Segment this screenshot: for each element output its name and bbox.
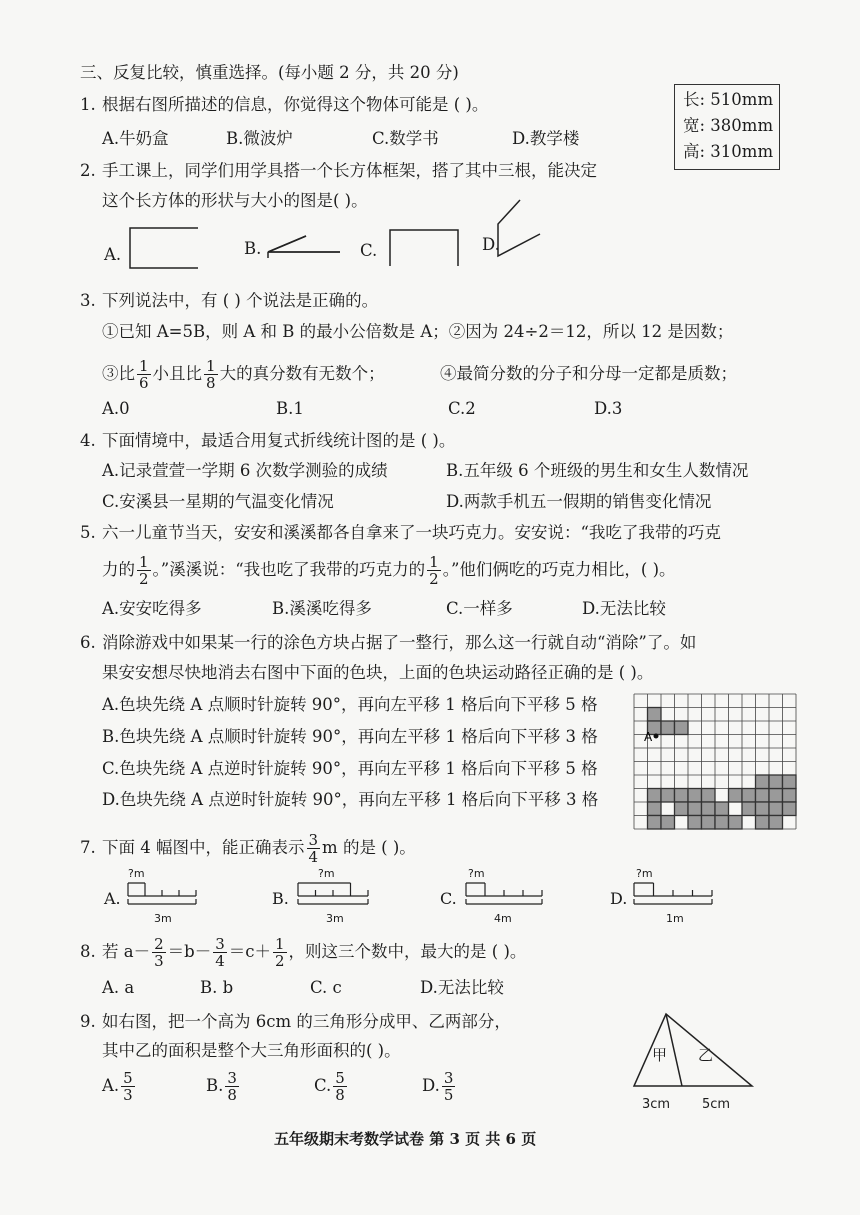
q2-text-2: 这个长方体的形状与大小的图是( )。 (102, 191, 368, 210)
q3-option-a[interactable]: A.0 (102, 399, 130, 418)
numerator: 2 (154, 934, 164, 953)
numerator: 1 (429, 552, 439, 571)
section-title: 三、反复比较，慎重选择。(每小题 2 分，共 20 分) (80, 63, 459, 82)
denominator: 2 (275, 951, 285, 970)
q5-part-a: 力的 (102, 560, 135, 579)
q6-option-b[interactable]: B.色块先绕 A 点顺时针旋转 90°，再向左平移 1 格后向下平移 3 格 (102, 727, 598, 746)
q5-part-c: 。”他们俩吃的巧克力相比，( )。 (442, 560, 676, 579)
numerator: 1 (206, 356, 216, 375)
numerator: 1 (139, 552, 149, 571)
q3-text: 下列说法中，有 ( ) 个说法是正确的。 (102, 291, 379, 310)
q3-option-c[interactable]: C.2 (448, 399, 476, 418)
q1-number: 1. (80, 95, 96, 114)
q3-s3-part-b: 小且比 (152, 364, 203, 383)
info-height: 高: 310mm (683, 142, 774, 161)
q4-number: 4. (80, 431, 96, 450)
option-label: A. (102, 1076, 120, 1095)
q6-option-d[interactable]: D.色块先绕 A 点逆时针旋转 90°，再向左平移 1 格后向下平移 3 格 (102, 790, 599, 809)
q6-option-a[interactable]: A.色块先绕 A 点顺时针旋转 90°，再向左平移 1 格后向下平移 5 格 (102, 695, 598, 714)
q3-option-b[interactable]: B.1 (276, 399, 304, 418)
q8-option-d[interactable]: D.无法比较 (420, 978, 504, 997)
option-label: C. (314, 1076, 332, 1095)
q6-text-2: 果安安想尽快地消去右图中下面的色块，上面的色块运动路径正确的是 ( )。 (102, 663, 654, 682)
denominator: 8 (206, 373, 216, 392)
q6-text-1: 消除游戏中如果某一行的涂色方块占据了一整行，那么这一行就自动“消除”了。如 (102, 633, 697, 652)
q7-diagram-d-label[interactable]: D. (610, 889, 628, 908)
option-label: B. (206, 1076, 224, 1095)
q3-s3-part-c: 大的真分数有无数个； (219, 364, 385, 383)
numerator: 3 (227, 1068, 237, 1087)
q8-number: 8. (80, 942, 96, 961)
q9-label-yi: 乙 (698, 1046, 714, 1064)
q8-option-b[interactable]: B. b (200, 978, 234, 997)
q7-c-top: ?m (468, 867, 485, 880)
q8-part-4: ，则这三个数中，最大的是 ( )。 (288, 942, 527, 961)
numerator: 3 (215, 934, 225, 953)
q7-a-top: ?m (128, 867, 145, 880)
q9-base-right: 5cm (702, 1097, 731, 1112)
denominator: 6 (139, 373, 149, 392)
denominator: 3 (154, 951, 164, 970)
numerator: 1 (139, 356, 149, 375)
info-width: 宽: 380mm (683, 116, 774, 135)
q7-diagram-b-label[interactable]: B. (272, 889, 289, 908)
q8-part-3: ＝c＋ (228, 942, 271, 961)
q7-b-top: ?m (318, 867, 335, 880)
denominator: 8 (335, 1085, 345, 1104)
denominator: 4 (215, 951, 225, 970)
q1-option-a[interactable]: A.牛奶盒 (102, 129, 169, 148)
q1-option-d[interactable]: D.教学楼 (512, 129, 580, 148)
q6-option-c[interactable]: C.色块先绕 A 点逆时针旋转 90°，再向左平移 1 格后向下平移 5 格 (102, 759, 598, 778)
q4-option-a[interactable]: A.记录萱萱一学期 6 次数学测验的成绩 (102, 461, 388, 480)
q1-option-b[interactable]: B.微波炉 (226, 129, 293, 148)
q7-b-bottom: 3m (326, 912, 344, 925)
q8-part-2: ＝b－ (167, 942, 212, 961)
q6-point-a-label: A (644, 730, 653, 744)
q7-d-top: ?m (636, 867, 653, 880)
q9-number: 9. (80, 1012, 96, 1031)
q1-option-c[interactable]: C.数学书 (372, 129, 439, 148)
q2-option-d-label[interactable]: D. (482, 235, 500, 254)
q9-base-left: 3cm (642, 1097, 671, 1112)
numerator: 3 (308, 830, 319, 849)
q4-text: 下面情境中，最适合用复式折线统计图的是 ( )。 (102, 431, 456, 450)
q2-option-b-label[interactable]: B. (244, 239, 262, 258)
q7-text-a: 下面 4 幅图中，能正确表示 (102, 838, 305, 857)
q9-label-jia: 甲 (652, 1046, 668, 1064)
page-footer: 五年级期末考数学试卷 第 3 页 共 6 页 (274, 1130, 537, 1148)
info-length: 长: 510mm (683, 90, 774, 109)
q7-d-bottom: 1m (666, 912, 684, 925)
q3-option-d[interactable]: D.3 (594, 399, 623, 418)
q5-option-d[interactable]: D.无法比较 (582, 599, 666, 618)
q2-number: 2. (80, 161, 96, 180)
q3-statement-1-2: ①已知 A=5B，则 A 和 B 的最小公倍数是 A；②因为 24÷2＝12，所以 12 是因数； (102, 322, 734, 341)
denominator: 4 (308, 847, 319, 866)
q5-option-a[interactable]: A.安安吃得多 (102, 599, 202, 618)
q5-option-c[interactable]: C.一样多 (446, 599, 513, 618)
q2-option-a-label[interactable]: A. (104, 245, 122, 264)
q7-text-b: m 的是 ( )。 (322, 838, 416, 857)
q3-s3-part-a: ③比 (102, 364, 135, 383)
q8-part-1: 若 a－ (102, 942, 151, 961)
q5-number: 5. (80, 523, 96, 542)
q9-text-1: 如右图，把一个高为 6cm 的三角形分成甲、乙两部分， (102, 1012, 511, 1031)
q9-text-2: 其中乙的面积是整个大三角形面积的( )。 (102, 1041, 401, 1060)
numerator: 5 (123, 1068, 133, 1087)
denominator: 2 (139, 569, 149, 588)
q3-number: 3. (80, 291, 96, 310)
q3-statement-4: ④最简分数的分子和分母一定都是质数； (440, 364, 737, 383)
q5-option-b[interactable]: B.溪溪吃得多 (272, 599, 372, 618)
q7-c-bottom: 4m (494, 912, 512, 925)
q7-diagram-c-label[interactable]: C. (440, 889, 457, 908)
q2-option-c-label[interactable]: C. (360, 241, 378, 260)
q6-number: 6. (80, 633, 96, 652)
q7-a-bottom: 3m (154, 912, 172, 925)
option-label: D. (422, 1076, 440, 1095)
q5-text-1: 六一儿童节当天，安安和溪溪都各自拿来了一块巧克力。安安说：“我吃了我带的巧克 (102, 523, 721, 542)
q1-text: 根据右图所描述的信息，你觉得这个物体可能是 ( )。 (102, 95, 489, 114)
q2-text-1: 手工课上，同学们用学具搭一个长方体框架，搭了其中三根，能决定 (102, 161, 597, 180)
denominator: 2 (429, 569, 439, 588)
q7-diagram-a-label[interactable]: A. (104, 889, 121, 908)
q8-option-c[interactable]: C. c (310, 978, 342, 997)
q7-number: 7. (80, 838, 96, 857)
denominator: 5 (443, 1085, 454, 1104)
numerator: 3 (443, 1068, 454, 1087)
q8-option-a[interactable]: A. a (102, 978, 135, 997)
q4-option-b[interactable]: B.五年级 6 个班级的男生和女生人数情况 (446, 461, 749, 480)
q4-option-d[interactable]: D.两款手机五一假期的销售变化情况 (446, 492, 712, 511)
denominator: 3 (123, 1085, 133, 1104)
denominator: 8 (227, 1085, 237, 1104)
numerator: 5 (335, 1068, 345, 1087)
q5-part-b: 。”溪溪说：“我也吃了我带的巧克力的 (152, 560, 426, 579)
q4-option-c[interactable]: C.安溪县一星期的气温变化情况 (102, 492, 334, 511)
numerator: 1 (275, 934, 285, 953)
